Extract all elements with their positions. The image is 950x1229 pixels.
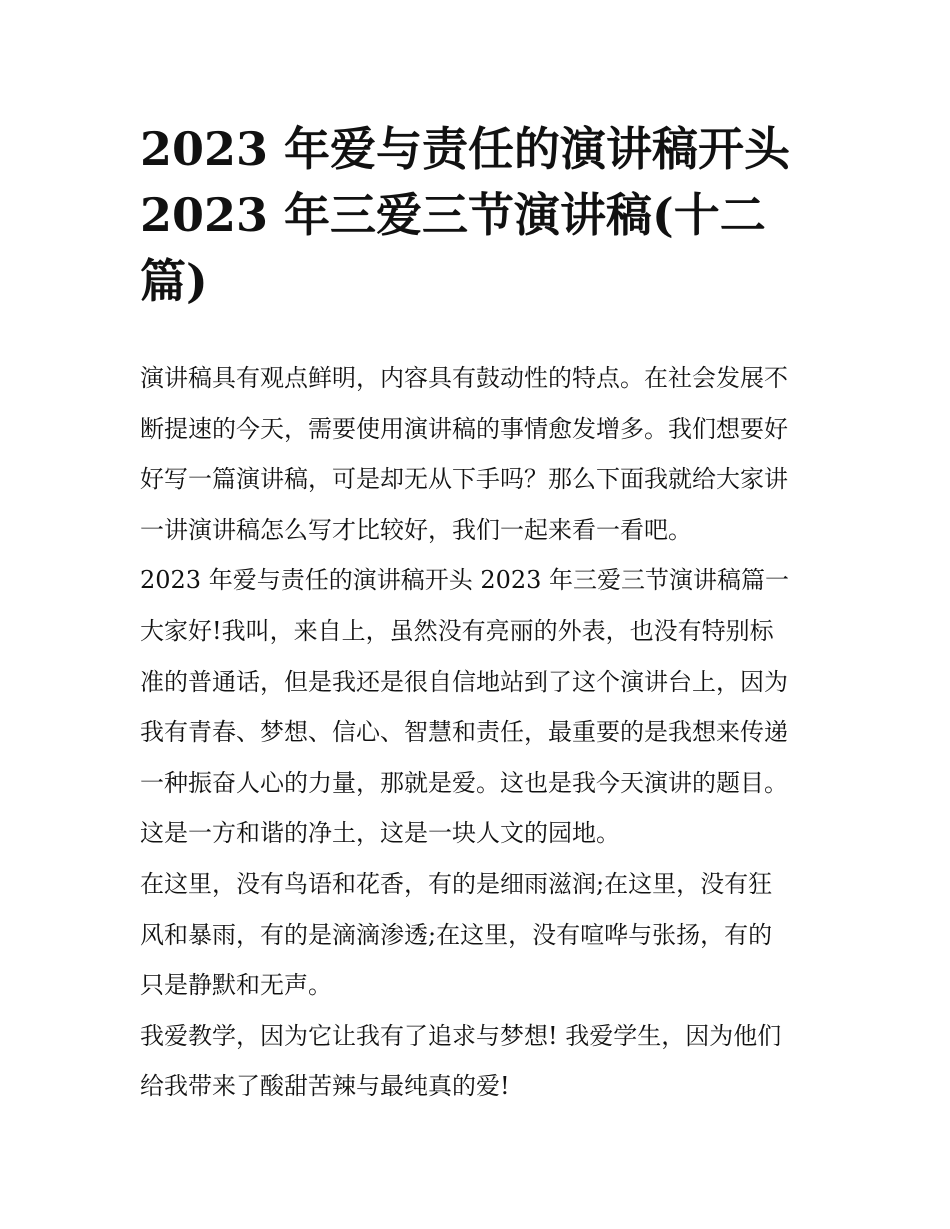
text-line: 好写一篇演讲稿，可是却无从下手吗？那么下面我就给大家讲 xyxy=(140,465,788,494)
paragraph-pure-land xyxy=(140,808,820,859)
text-line: 风和暴雨，有的是滴滴渗透;在这里，没有喧哗与张扬，有的 xyxy=(140,920,773,949)
text-line: 我爱教学，因为它让我有了追求与梦想! 我爱学生，因为他们 xyxy=(140,1021,782,1050)
title-line: 2023 年爱与责任的演讲稿开头 xyxy=(140,122,791,176)
text-line: 断提速的今天，需要使用演讲稿的事情愈发增多。我们想要好 xyxy=(140,414,788,443)
paragraph-greeting xyxy=(140,606,820,808)
paragraph-love-teaching xyxy=(140,1011,820,1112)
text-line: 只是静默和无声。 xyxy=(140,971,332,1000)
title-line: 篇) xyxy=(140,254,208,308)
paragraph-intro xyxy=(140,353,820,555)
title-line: 2023 年三爱三节演讲稿(十二 xyxy=(140,188,766,242)
document-body xyxy=(140,353,820,1112)
text-line: 一种振奋人心的力量，那就是爱。这也是我今天演讲的题目。 xyxy=(140,768,788,797)
document-title xyxy=(140,116,820,314)
text-line: 准的普通话，但是我还是很自信地站到了这个演讲台上，因为 xyxy=(140,667,788,696)
text-line: 大家好!我叫，来自上，虽然没有亮丽的外表，也没有特别标 xyxy=(140,616,774,645)
text-line: 演讲稿具有观点鲜明，内容具有鼓动性的特点。在社会发展不 xyxy=(140,364,788,392)
text-line: 一讲演讲稿怎么写才比较好，我们一起来看一看吧。 xyxy=(140,515,692,544)
text-line: 我有青春、梦想、信心、智慧和责任，最重要的是我想来传递 xyxy=(140,718,788,747)
text-line: 2023 年爱与责任的演讲稿开头 2023 年三爱三节演讲稿篇一 xyxy=(140,566,790,595)
paragraph-section-heading xyxy=(140,555,820,606)
text-line: 给我带来了酸甜苦辣与最纯真的爱! xyxy=(140,1072,510,1101)
paragraph-here xyxy=(140,859,820,1011)
text-line: 在这里，没有鸟语和花香，有的是细雨滋润;在这里，没有狂 xyxy=(140,869,773,898)
text-line: 这是一方和谐的净土，这是一块人文的园地。 xyxy=(140,819,620,848)
